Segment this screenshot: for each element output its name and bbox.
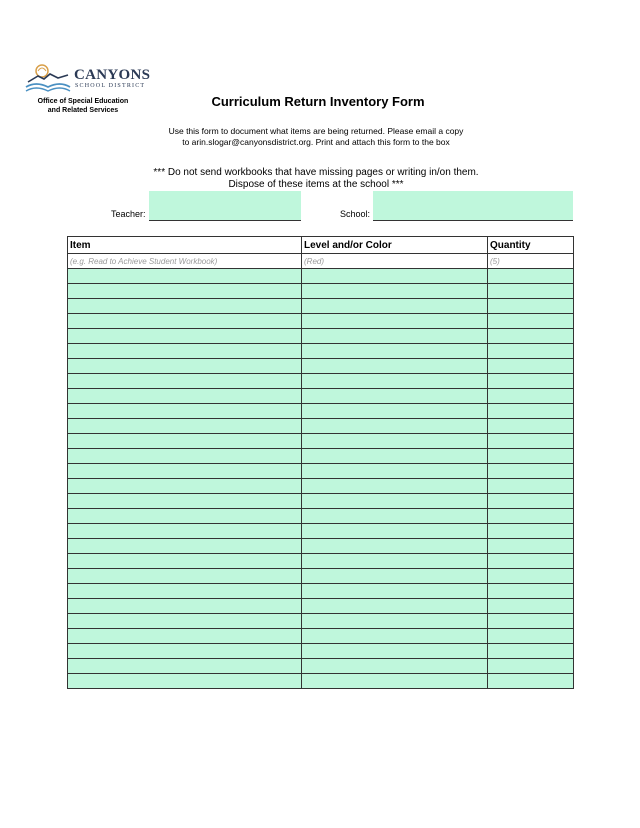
item-cell[interactable] xyxy=(68,524,302,539)
quantity-cell[interactable] xyxy=(488,434,574,449)
quantity-cell[interactable] xyxy=(488,359,574,374)
level-color-cell[interactable] xyxy=(302,404,488,419)
level-color-cell[interactable] xyxy=(302,629,488,644)
item-cell[interactable] xyxy=(68,629,302,644)
item-cell[interactable] xyxy=(68,614,302,629)
item-cell[interactable] xyxy=(68,644,302,659)
quantity-cell[interactable] xyxy=(488,569,574,584)
table-row xyxy=(68,629,574,644)
item-cell[interactable] xyxy=(68,329,302,344)
level-color-cell[interactable] xyxy=(302,599,488,614)
header-level-color: Level and/or Color xyxy=(302,237,488,254)
example-item: (e.g. Read to Achieve Student Workbook) xyxy=(68,254,302,269)
level-color-cell[interactable] xyxy=(302,419,488,434)
level-color-cell[interactable] xyxy=(302,539,488,554)
quantity-cell[interactable] xyxy=(488,599,574,614)
item-cell[interactable] xyxy=(68,494,302,509)
item-cell[interactable] xyxy=(68,659,302,674)
quantity-cell[interactable] xyxy=(488,329,574,344)
table-row xyxy=(68,584,574,599)
district-logo xyxy=(24,62,151,96)
table-row xyxy=(68,659,574,674)
quantity-cell[interactable] xyxy=(488,584,574,599)
example-level-color: (Red) xyxy=(302,254,488,269)
instructions xyxy=(0,126,632,148)
item-cell[interactable] xyxy=(68,674,302,689)
item-cell[interactable] xyxy=(68,269,302,284)
header-item: Item xyxy=(68,237,302,254)
quantity-cell[interactable] xyxy=(488,614,574,629)
level-color-cell[interactable] xyxy=(302,674,488,689)
table-row xyxy=(68,329,574,344)
item-cell[interactable] xyxy=(68,314,302,329)
level-color-cell[interactable] xyxy=(302,614,488,629)
item-cell[interactable] xyxy=(68,539,302,554)
quantity-cell[interactable] xyxy=(488,419,574,434)
quantity-cell[interactable] xyxy=(488,464,574,479)
quantity-cell[interactable] xyxy=(488,269,574,284)
quantity-cell[interactable] xyxy=(488,449,574,464)
table-row xyxy=(68,599,574,614)
table-row xyxy=(68,344,574,359)
item-cell[interactable] xyxy=(68,479,302,494)
table-row xyxy=(68,614,574,629)
item-cell[interactable] xyxy=(68,419,302,434)
quantity-cell[interactable] xyxy=(488,674,574,689)
table-row xyxy=(68,539,574,554)
level-color-cell[interactable] xyxy=(302,389,488,404)
item-cell[interactable] xyxy=(68,434,302,449)
table-row xyxy=(68,419,574,434)
level-color-cell[interactable] xyxy=(302,449,488,464)
table-row xyxy=(68,569,574,584)
quantity-cell[interactable] xyxy=(488,299,574,314)
item-cell[interactable] xyxy=(68,584,302,599)
item-cell[interactable] xyxy=(68,344,302,359)
table-row xyxy=(68,389,574,404)
item-cell[interactable] xyxy=(68,554,302,569)
item-cell[interactable] xyxy=(68,449,302,464)
table-row xyxy=(68,494,574,509)
table-row xyxy=(68,449,574,464)
instructions-line-1: Use this form to document what items are being returned. Please email a copy xyxy=(168,126,464,136)
level-color-cell[interactable] xyxy=(302,494,488,509)
level-color-cell[interactable] xyxy=(302,314,488,329)
logo-subtitle: SCHOOL DISTRICT xyxy=(75,83,146,89)
level-color-cell[interactable] xyxy=(302,509,488,524)
notice-line-1: *** Do not send workbooks that have missing pages or writing in/on them. xyxy=(153,167,479,178)
quantity-cell[interactable] xyxy=(488,389,574,404)
item-cell[interactable] xyxy=(68,359,302,374)
quantity-cell[interactable] xyxy=(488,659,574,674)
inventory-table xyxy=(67,236,574,689)
item-cell[interactable] xyxy=(68,569,302,584)
quantity-cell[interactable] xyxy=(488,374,574,389)
quantity-cell[interactable] xyxy=(488,644,574,659)
instructions-line-2: to arin.slogar@canyonsdistrict.org. Print and attach this form to the box xyxy=(182,137,450,147)
item-cell[interactable] xyxy=(68,509,302,524)
table-row xyxy=(68,479,574,494)
quantity-cell[interactable] xyxy=(488,554,574,569)
example-quantity: (5) xyxy=(488,254,574,269)
table-row xyxy=(68,314,574,329)
table-row xyxy=(68,374,574,389)
office-line-2: and Related Services xyxy=(47,107,119,114)
logo-name: CANYONS xyxy=(74,67,151,83)
form-title: Curriculum Return Inventory Form xyxy=(211,94,425,109)
item-cell[interactable] xyxy=(68,599,302,614)
level-color-cell[interactable] xyxy=(302,524,488,539)
item-cell[interactable] xyxy=(68,404,302,419)
level-color-cell[interactable] xyxy=(302,299,488,314)
item-cell[interactable] xyxy=(68,284,302,299)
canyons-logo-icon xyxy=(24,62,72,94)
level-color-cell[interactable] xyxy=(302,359,488,374)
table-row xyxy=(68,674,574,689)
level-color-cell[interactable] xyxy=(302,329,488,344)
table-row xyxy=(68,434,574,449)
example-row xyxy=(68,254,574,269)
item-cell[interactable] xyxy=(68,374,302,389)
header-quantity: Quantity xyxy=(488,237,574,254)
school-field[interactable] xyxy=(373,191,573,221)
notice xyxy=(0,167,632,191)
quantity-cell[interactable] xyxy=(488,494,574,509)
quantity-cell[interactable] xyxy=(488,629,574,644)
level-color-cell[interactable] xyxy=(302,569,488,584)
table-row xyxy=(68,269,574,284)
office-line-1: Office of Special Education xyxy=(37,98,129,105)
level-color-cell[interactable] xyxy=(302,284,488,299)
table-row xyxy=(68,554,574,569)
quantity-cell[interactable] xyxy=(488,344,574,359)
level-color-cell[interactable] xyxy=(302,434,488,449)
notice-line-2: Dispose of these items at the school *** xyxy=(228,179,404,190)
teacher-label: Teacher: xyxy=(111,209,146,219)
level-color-cell[interactable] xyxy=(302,269,488,284)
level-color-cell[interactable] xyxy=(302,584,488,599)
level-color-cell[interactable] xyxy=(302,464,488,479)
level-color-cell[interactable] xyxy=(302,644,488,659)
quantity-cell[interactable] xyxy=(488,284,574,299)
table-row xyxy=(68,404,574,419)
table-row xyxy=(68,644,574,659)
table-header-row xyxy=(68,237,574,254)
level-color-cell[interactable] xyxy=(302,374,488,389)
table-row xyxy=(68,359,574,374)
item-cell[interactable] xyxy=(68,464,302,479)
quantity-cell[interactable] xyxy=(488,479,574,494)
table-row xyxy=(68,524,574,539)
level-color-cell[interactable] xyxy=(302,344,488,359)
school-label: School: xyxy=(340,209,371,219)
quantity-cell[interactable] xyxy=(488,404,574,419)
item-cell[interactable] xyxy=(68,389,302,404)
level-color-cell[interactable] xyxy=(302,659,488,674)
quantity-cell[interactable] xyxy=(488,524,574,539)
level-color-cell[interactable] xyxy=(302,479,488,494)
table-row xyxy=(68,509,574,524)
level-color-cell[interactable] xyxy=(302,554,488,569)
teacher-field[interactable] xyxy=(149,191,301,221)
table-row xyxy=(68,299,574,314)
item-cell[interactable] xyxy=(68,299,302,314)
quantity-cell[interactable] xyxy=(488,509,574,524)
table-row xyxy=(68,284,574,299)
quantity-cell[interactable] xyxy=(488,539,574,554)
table-row xyxy=(68,464,574,479)
quantity-cell[interactable] xyxy=(488,314,574,329)
